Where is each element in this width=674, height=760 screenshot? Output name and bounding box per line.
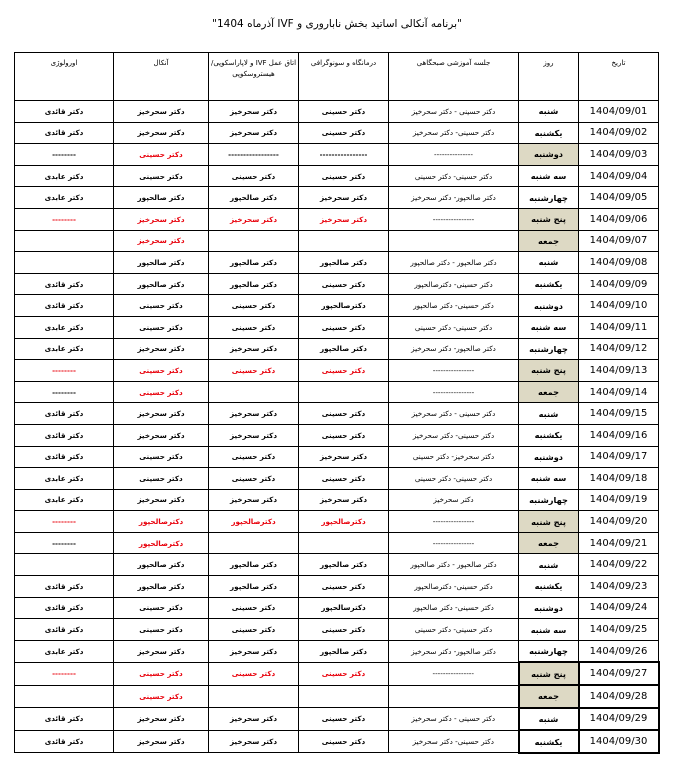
cell-clinic: دکتر سحرخیز bbox=[299, 446, 389, 468]
cell-day: چهارشنبه bbox=[519, 640, 579, 662]
cell-ivf: دکتر صالحپور bbox=[209, 252, 299, 274]
cell-ivf bbox=[209, 685, 299, 708]
cell-date: 1404/09/05 bbox=[579, 187, 659, 209]
cell-date: 1404/09/04 bbox=[579, 165, 659, 187]
cell-ivf: دکتر حسینی bbox=[209, 597, 299, 619]
cell-date: 1404/09/25 bbox=[579, 619, 659, 641]
cell-urology: -------- bbox=[15, 532, 114, 554]
cell-clinic: دکتر حسینی bbox=[299, 165, 389, 187]
cell-clinic: دکترصالحپور bbox=[299, 511, 389, 533]
cell-day: شنبه bbox=[519, 252, 579, 274]
table-row bbox=[15, 316, 659, 338]
header-urology: اورولوژی bbox=[15, 53, 114, 101]
cell-urology: -------- bbox=[15, 381, 114, 403]
cell-date: 1404/09/23 bbox=[579, 576, 659, 598]
cell-ivf: دکتر سحرخیز bbox=[209, 338, 299, 360]
cell-oncall: دکتر حسینی bbox=[114, 144, 209, 166]
cell-urology: دکتر قائدی bbox=[15, 101, 114, 123]
header-oncall: آنکال bbox=[114, 53, 209, 101]
cell-ivf: دکتر سحرخیز bbox=[209, 101, 299, 123]
cell-oncall: دکتر سحرخیز bbox=[114, 122, 209, 144]
cell-clinic: دکتر حسینی bbox=[299, 424, 389, 446]
table-row bbox=[15, 446, 659, 468]
cell-day: دوشنبه bbox=[519, 295, 579, 317]
cell-urology: -------- bbox=[15, 662, 114, 685]
table-row bbox=[15, 532, 659, 554]
cell-oncall: دکتر سحرخیز bbox=[114, 489, 209, 511]
table-row bbox=[15, 403, 659, 425]
header-row bbox=[15, 53, 659, 101]
cell-meeting: --------------- bbox=[389, 144, 519, 166]
cell-meeting: دکتر حسینی- دکتر حسینی bbox=[389, 468, 519, 490]
cell-oncall: دکتر سحرخیز bbox=[114, 708, 209, 731]
cell-date: 1404/09/13 bbox=[579, 360, 659, 382]
cell-meeting: دکتر حسینی- دکتر صالحپور bbox=[389, 295, 519, 317]
cell-urology: -------- bbox=[15, 511, 114, 533]
cell-meeting: دکتر صالحپور- دکتر سحرخیز bbox=[389, 640, 519, 662]
cell-oncall: دکتر صالحپور bbox=[114, 554, 209, 576]
cell-day: جمعه bbox=[519, 381, 579, 403]
header-clinic: درمانگاه و سونوگرافی bbox=[299, 53, 389, 101]
cell-clinic: دکتر صالحپور bbox=[299, 252, 389, 274]
table-row bbox=[15, 144, 659, 166]
cell-urology bbox=[15, 554, 114, 576]
cell-meeting: دکتر حسینی- دکتر سحرخیز bbox=[389, 424, 519, 446]
cell-oncall: دکتر سحرخیز bbox=[114, 338, 209, 360]
header-meeting: جلسه آموزشی صبحگاهی bbox=[389, 53, 519, 101]
cell-day: دوشنبه bbox=[519, 446, 579, 468]
cell-oncall: دکتر صالحپور bbox=[114, 252, 209, 274]
cell-clinic: دکتر حسینی bbox=[299, 619, 389, 641]
cell-urology: -------- bbox=[15, 208, 114, 230]
table-row bbox=[15, 424, 659, 446]
cell-oncall: دکتر حسینی bbox=[114, 295, 209, 317]
cell-ivf: دکتر حسینی bbox=[209, 468, 299, 490]
cell-clinic bbox=[299, 532, 389, 554]
table-row bbox=[15, 576, 659, 598]
cell-date: 1404/09/30 bbox=[579, 730, 659, 753]
cell-day: یکشنبه bbox=[519, 424, 579, 446]
cell-date: 1404/09/21 bbox=[579, 532, 659, 554]
cell-ivf: دکتر سحرخیز bbox=[209, 122, 299, 144]
cell-clinic: دکتر حسینی bbox=[299, 576, 389, 598]
cell-date: 1404/09/19 bbox=[579, 489, 659, 511]
cell-clinic: دکتر حسینی bbox=[299, 316, 389, 338]
cell-meeting: ---------------- bbox=[389, 662, 519, 685]
cell-ivf: دکتر حسینی bbox=[209, 295, 299, 317]
cell-day: شنبه bbox=[519, 101, 579, 123]
page-title: "برنامه آنکالی اساتید بخش ناباروری و IVF آذرماه 1404" bbox=[212, 18, 462, 30]
cell-ivf: دکتر سحرخیز bbox=[209, 403, 299, 425]
cell-oncall: دکترصالحپور bbox=[114, 532, 209, 554]
cell-meeting: دکتر صالحپور- دکتر سحرخیز bbox=[389, 187, 519, 209]
table-row bbox=[15, 187, 659, 209]
cell-oncall: دکتر سحرخیز bbox=[114, 101, 209, 123]
cell-oncall: دکتر سحرخیز bbox=[114, 208, 209, 230]
header-date: تاریخ bbox=[579, 53, 659, 101]
cell-day: سه شنبه bbox=[519, 619, 579, 641]
cell-meeting bbox=[389, 230, 519, 252]
cell-urology: دکتر قائدی bbox=[15, 273, 114, 295]
cell-ivf bbox=[209, 381, 299, 403]
cell-meeting: دکتر حسینی- دکترصالحپور bbox=[389, 576, 519, 598]
cell-ivf: دکتر صالحپور bbox=[209, 576, 299, 598]
cell-day: یکشنبه bbox=[519, 576, 579, 598]
cell-date: 1404/09/27 bbox=[579, 662, 659, 685]
cell-meeting: دکتر حسینی- دکتر سحرخیز bbox=[389, 122, 519, 144]
cell-ivf: دکتر سحرخیز bbox=[209, 708, 299, 731]
cell-urology: دکتر قائدی bbox=[15, 597, 114, 619]
cell-urology: دکتر عابدی bbox=[15, 468, 114, 490]
table-row bbox=[15, 273, 659, 295]
cell-meeting: دکتر سحرخیز bbox=[389, 489, 519, 511]
header-day: روز bbox=[519, 53, 579, 101]
cell-clinic: دکتر سحرخیز bbox=[299, 187, 389, 209]
cell-ivf: دکتر سحرخیز bbox=[209, 640, 299, 662]
cell-oncall: دکتر حسینی bbox=[114, 165, 209, 187]
cell-ivf bbox=[209, 532, 299, 554]
cell-date: 1404/09/10 bbox=[579, 295, 659, 317]
cell-date: 1404/09/09 bbox=[579, 273, 659, 295]
cell-day: جمعه bbox=[519, 685, 579, 708]
cell-day: یکشنبه bbox=[519, 730, 579, 753]
cell-date: 1404/09/17 bbox=[579, 446, 659, 468]
cell-oncall: دکتر حسینی bbox=[114, 662, 209, 685]
cell-oncall: دکتر صالحپور bbox=[114, 187, 209, 209]
cell-oncall: دکتر صالحپور bbox=[114, 576, 209, 598]
cell-oncall: دکتر حسینی bbox=[114, 446, 209, 468]
table-row bbox=[15, 640, 659, 662]
cell-urology: دکتر قائدی bbox=[15, 708, 114, 731]
cell-urology: دکتر عابدی bbox=[15, 165, 114, 187]
cell-oncall: دکتر حسینی bbox=[114, 316, 209, 338]
cell-date: 1404/09/12 bbox=[579, 338, 659, 360]
cell-ivf: دکتر حسینی bbox=[209, 619, 299, 641]
table-row bbox=[15, 708, 659, 731]
cell-day: شنبه bbox=[519, 554, 579, 576]
cell-clinic: دکتر حسینی bbox=[299, 662, 389, 685]
table-row bbox=[15, 730, 659, 753]
cell-clinic: دکتر حسینی bbox=[299, 122, 389, 144]
table-row bbox=[15, 208, 659, 230]
cell-day: سه شنبه bbox=[519, 165, 579, 187]
cell-oncall: دکتر حسینی bbox=[114, 468, 209, 490]
table-row bbox=[15, 230, 659, 252]
table-row bbox=[15, 468, 659, 490]
cell-oncall: دکتر صالحپور bbox=[114, 273, 209, 295]
cell-urology: دکتر قائدی bbox=[15, 446, 114, 468]
cell-clinic: دکتر صالحپور bbox=[299, 554, 389, 576]
cell-urology: دکتر قائدی bbox=[15, 295, 114, 317]
cell-urology: دکتر عابدی bbox=[15, 640, 114, 662]
cell-clinic: دکتر حسینی bbox=[299, 273, 389, 295]
cell-clinic bbox=[299, 381, 389, 403]
table-row bbox=[15, 685, 659, 708]
cell-oncall: دکتر حسینی bbox=[114, 381, 209, 403]
table-row bbox=[15, 360, 659, 382]
cell-clinic: دکتر صالحپور bbox=[299, 338, 389, 360]
cell-oncall: دکترصالحپور bbox=[114, 511, 209, 533]
cell-meeting: ---------------- bbox=[389, 208, 519, 230]
table-row bbox=[15, 489, 659, 511]
cell-date: 1404/09/02 bbox=[579, 122, 659, 144]
cell-ivf: دکتر صالحپور bbox=[209, 554, 299, 576]
cell-day: پنج شنبه bbox=[519, 208, 579, 230]
cell-clinic: دکتر حسینی bbox=[299, 403, 389, 425]
cell-ivf: ----------------- bbox=[209, 144, 299, 166]
cell-clinic: دکتر سحرخیز bbox=[299, 208, 389, 230]
cell-urology: دکتر عابدی bbox=[15, 187, 114, 209]
cell-day: پنج شنبه bbox=[519, 662, 579, 685]
cell-meeting: دکتر حسینی- دکتر سحرخیز bbox=[389, 730, 519, 753]
cell-oncall: دکتر سحرخیز bbox=[114, 403, 209, 425]
cell-meeting: دکتر حسینی- دکتر حسینی bbox=[389, 165, 519, 187]
cell-urology bbox=[15, 230, 114, 252]
cell-ivf: دکتر سحرخیز bbox=[209, 730, 299, 753]
cell-date: 1404/09/29 bbox=[579, 708, 659, 731]
cell-urology: دکتر عابدی bbox=[15, 338, 114, 360]
cell-urology: دکتر عابدی bbox=[15, 316, 114, 338]
cell-oncall: دکتر حسینی bbox=[114, 597, 209, 619]
cell-oncall: دکتر حسینی bbox=[114, 619, 209, 641]
cell-meeting: دکتر حسینی - دکتر سحرخیز bbox=[389, 403, 519, 425]
cell-ivf bbox=[209, 230, 299, 252]
cell-day: چهارشنبه bbox=[519, 187, 579, 209]
table-row bbox=[15, 101, 659, 123]
cell-clinic: دکتر صالحپور bbox=[299, 640, 389, 662]
cell-clinic bbox=[299, 230, 389, 252]
cell-meeting: دکتر صالحپور - دکتر صالحپور bbox=[389, 252, 519, 274]
cell-meeting: دکتر سحرخیز- دکتر حسینی bbox=[389, 446, 519, 468]
cell-date: 1404/09/18 bbox=[579, 468, 659, 490]
cell-date: 1404/09/16 bbox=[579, 424, 659, 446]
cell-day: یکشنبه bbox=[519, 273, 579, 295]
cell-meeting: ---------------- bbox=[389, 360, 519, 382]
cell-urology bbox=[15, 252, 114, 274]
cell-date: 1404/09/15 bbox=[579, 403, 659, 425]
cell-day: دوشنبه bbox=[519, 144, 579, 166]
cell-day: شنبه bbox=[519, 708, 579, 731]
cell-date: 1404/09/06 bbox=[579, 208, 659, 230]
cell-ivf: دکتر حسینی bbox=[209, 165, 299, 187]
cell-clinic: دکتر حسینی bbox=[299, 730, 389, 753]
cell-meeting: دکتر حسینی- دکتر حسینی bbox=[389, 619, 519, 641]
cell-day: سه شنبه bbox=[519, 468, 579, 490]
cell-meeting: ---------------- bbox=[389, 511, 519, 533]
cell-oncall: دکتر سحرخیز bbox=[114, 230, 209, 252]
table-row bbox=[15, 554, 659, 576]
cell-date: 1404/09/01 bbox=[579, 101, 659, 123]
cell-day: دوشنبه bbox=[519, 597, 579, 619]
cell-clinic: دکتر حسینی bbox=[299, 360, 389, 382]
cell-date: 1404/09/26 bbox=[579, 640, 659, 662]
cell-date: 1404/09/22 bbox=[579, 554, 659, 576]
cell-urology bbox=[15, 685, 114, 708]
cell-day: چهارشنبه bbox=[519, 489, 579, 511]
cell-ivf: دکتر حسینی bbox=[209, 316, 299, 338]
cell-day: پنج شنبه bbox=[519, 360, 579, 382]
table-row bbox=[15, 381, 659, 403]
table-row bbox=[15, 165, 659, 187]
cell-urology: دکتر قائدی bbox=[15, 122, 114, 144]
table-row bbox=[15, 338, 659, 360]
cell-date: 1404/09/28 bbox=[579, 685, 659, 708]
cell-date: 1404/09/20 bbox=[579, 511, 659, 533]
cell-meeting: ---------------- bbox=[389, 532, 519, 554]
cell-urology: دکتر قائدی bbox=[15, 576, 114, 598]
cell-urology: دکتر قائدی bbox=[15, 424, 114, 446]
table-row bbox=[15, 295, 659, 317]
cell-day: جمعه bbox=[519, 532, 579, 554]
cell-oncall: دکتر حسینی bbox=[114, 685, 209, 708]
cell-clinic: دکتر حسینی bbox=[299, 468, 389, 490]
schedule-table bbox=[14, 52, 660, 754]
cell-date: 1404/09/07 bbox=[579, 230, 659, 252]
cell-urology: دکتر قائدی bbox=[15, 403, 114, 425]
cell-date: 1404/09/11 bbox=[579, 316, 659, 338]
cell-urology: دکتر عابدی bbox=[15, 489, 114, 511]
cell-ivf: دکتر سحرخیز bbox=[209, 489, 299, 511]
cell-clinic: دکتر حسینی bbox=[299, 708, 389, 731]
cell-ivf: دکتر صالحپور bbox=[209, 187, 299, 209]
cell-date: 1404/09/08 bbox=[579, 252, 659, 274]
cell-ivf: دکتر صالحپور bbox=[209, 273, 299, 295]
cell-urology: دکتر قائدی bbox=[15, 730, 114, 753]
table-row bbox=[15, 619, 659, 641]
table-row bbox=[15, 511, 659, 533]
cell-date: 1404/09/24 bbox=[579, 597, 659, 619]
cell-oncall: دکتر سحرخیز bbox=[114, 640, 209, 662]
cell-ivf: دکتر حسینی bbox=[209, 662, 299, 685]
cell-urology: دکتر قائدی bbox=[15, 619, 114, 641]
cell-clinic: دکترسالحپور bbox=[299, 597, 389, 619]
cell-oncall: دکتر سحرخیز bbox=[114, 424, 209, 446]
cell-meeting: ---------------- bbox=[389, 381, 519, 403]
table-row bbox=[15, 122, 659, 144]
cell-meeting bbox=[389, 685, 519, 708]
cell-ivf: دکترصالحپور bbox=[209, 511, 299, 533]
cell-clinic: دکترصالحپور bbox=[299, 295, 389, 317]
cell-oncall: دکتر سحرخیز bbox=[114, 730, 209, 753]
cell-day: شنبه bbox=[519, 403, 579, 425]
cell-day: جمعه bbox=[519, 230, 579, 252]
table-row bbox=[15, 597, 659, 619]
cell-ivf: دکتر حسینی bbox=[209, 446, 299, 468]
cell-date: 1404/09/03 bbox=[579, 144, 659, 166]
header-ivf: اتاق عمل IVF و لاپاراسکوپی/ هیستروسکوپی bbox=[209, 53, 299, 101]
cell-ivf: دکتر سحرخیز bbox=[209, 424, 299, 446]
table-row bbox=[15, 662, 659, 685]
cell-urology: -------- bbox=[15, 360, 114, 382]
cell-clinic bbox=[299, 685, 389, 708]
cell-ivf: دکتر سحرخیز bbox=[209, 208, 299, 230]
cell-date: 1404/09/14 bbox=[579, 381, 659, 403]
cell-clinic: ---------------- bbox=[299, 144, 389, 166]
cell-oncall: دکتر حسینی bbox=[114, 360, 209, 382]
cell-urology: -------- bbox=[15, 144, 114, 166]
cell-day: سه شنبه bbox=[519, 316, 579, 338]
cell-meeting: دکتر حسینی - دکتر سحرخیز bbox=[389, 708, 519, 731]
cell-meeting: دکتر صالحپور - دکتر صالحپور bbox=[389, 554, 519, 576]
cell-meeting: دکتر حسینی- دکتر صالحپور bbox=[389, 597, 519, 619]
cell-clinic: دکتر حسینی bbox=[299, 101, 389, 123]
cell-meeting: دکتر حسینی - دکتر سحرخیز bbox=[389, 101, 519, 123]
cell-ivf: دکتر حسینی bbox=[209, 360, 299, 382]
cell-day: چهارشنبه bbox=[519, 338, 579, 360]
cell-meeting: دکتر حسینی- دکترصالحپور bbox=[389, 273, 519, 295]
cell-meeting: دکتر صالحپور- دکتر سحرخیز bbox=[389, 338, 519, 360]
table-row bbox=[15, 252, 659, 274]
cell-meeting: دکتر حسینی- دکتر حسینی bbox=[389, 316, 519, 338]
cell-clinic: دکتر سحرخیز bbox=[299, 489, 389, 511]
cell-day: پنج شنبه bbox=[519, 511, 579, 533]
cell-day: یکشنبه bbox=[519, 122, 579, 144]
